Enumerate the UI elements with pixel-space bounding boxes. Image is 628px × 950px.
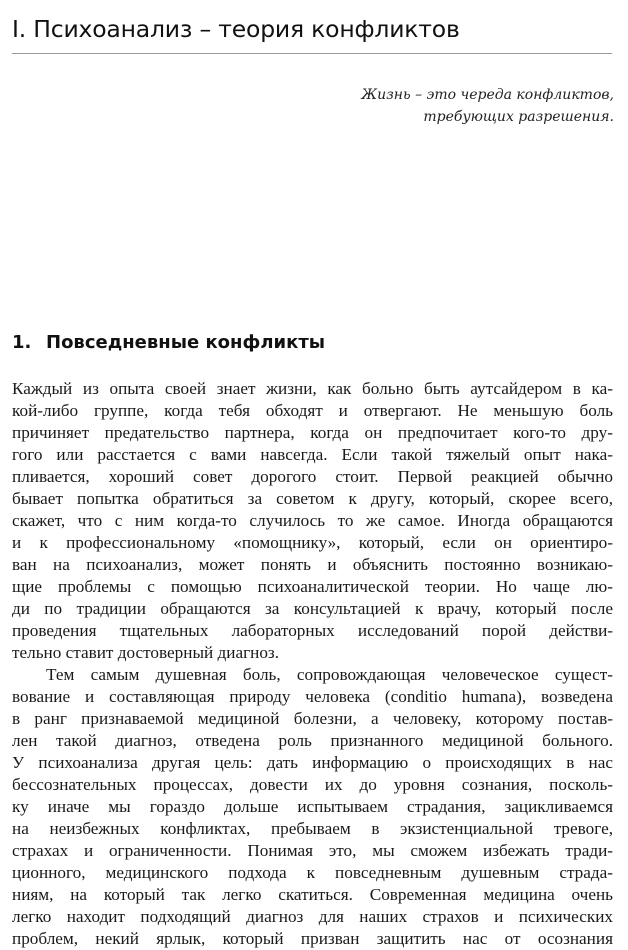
text-line: вование и составляющая природу человека (conditio humana), возведена — [12, 687, 613, 706]
text-line: бывает попытка обратиться за советом к другу, который, скорее всего, — [12, 489, 613, 508]
text-line: ван на психоанализ, может понять и объяснить постоянно возникаю- — [12, 555, 613, 574]
text-line: и к профессиональному «помощнику», который, если он ориентиро- — [12, 533, 613, 552]
text-line: У психоанализа другая цель: дать информацию о происходящих в нас — [12, 753, 613, 772]
section-heading — [12, 328, 325, 358]
epigraph-line: требующих разрешения. — [423, 109, 614, 125]
text-line: лен такой диагноз, отведена роль признанного медициной больного. — [12, 731, 613, 750]
text-line: Тем самым душевная боль, сопровождающая человеческое сущест- — [46, 665, 613, 684]
text-line: ку иначе мы гораздо дольше испытываем страдания, зацикливаемся — [12, 797, 613, 816]
text-line: скажет, что с ним когда-то случилось то же самое. Иногда обращаются — [12, 511, 613, 530]
epigraph — [254, 84, 614, 128]
body-text — [12, 378, 613, 950]
text-line: пливается, хороший совет дорогого стоит. Первой реакцией обычно — [12, 467, 613, 486]
text-line: на неизбежных конфликтах, пребываем в экзистенциальной тревоге, — [12, 819, 613, 838]
paragraph-2 — [12, 664, 613, 950]
text-line: кой-либо группе, когда тебя обходят и отвергают. Не меньшую боль — [12, 401, 613, 420]
epigraph-line: Жизнь – это череда конфликтов, — [361, 87, 614, 103]
chapter-title: I. Психоанализ – теория конфликтов — [12, 15, 460, 43]
text-line: ди по традиции обращаются за консультацией к врачу, который после — [12, 599, 613, 618]
section-number: 1. — [12, 332, 32, 353]
title-divider — [12, 53, 612, 54]
text-line: проведения тщательных лабораторных исследований порой действи- — [12, 621, 613, 640]
text-line: легко находит подходящий диагноз для наших страхов и психических — [12, 907, 613, 926]
text-line: бессознательных процессах, довести их до уровня сознания, посколь- — [12, 775, 613, 794]
paragraph-1 — [12, 378, 613, 664]
section-title: Повседневные конфликты — [46, 332, 326, 353]
text-line: ционного, медицинского подхода к повседневным душевным страда- — [12, 863, 613, 882]
text-line: щие проблемы с помощью психоаналитической теории. Но чаще лю- — [12, 577, 613, 596]
text-line: тельно ставит достоверный диагноз. — [12, 643, 279, 662]
text-line: Каждый из опыта своей знает жизни, как больно быть аутсайдером в ка- — [12, 379, 613, 398]
text-line: в ранг признаваемой медициной болезни, а человеку, которому постав- — [12, 709, 613, 728]
text-line: гого или расстается с вами навсегда. Если такой тяжелый опыт нака- — [12, 445, 613, 464]
text-line: проблем, некий ярлык, который призван защитить нас от осознания — [12, 929, 613, 948]
text-line: страхах и ограниченности. Понимая это, мы сможем избежать тради- — [12, 841, 613, 860]
text-line: ниям, на который так легко скатиться. Современная медицина очень — [12, 885, 613, 904]
text-line: причиняет предательство партнера, когда он предпочитает кого-то дру- — [12, 423, 613, 442]
